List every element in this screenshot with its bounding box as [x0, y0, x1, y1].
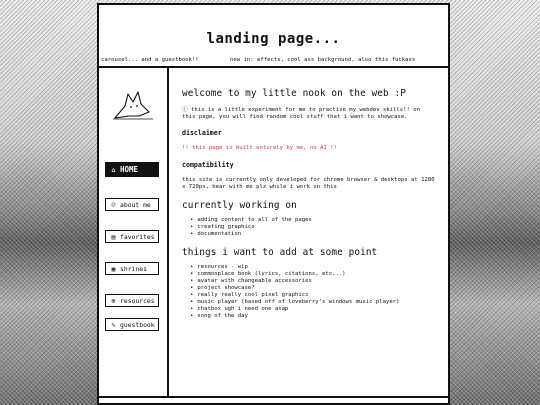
list-item: • project showcase? [190, 285, 436, 292]
list-item: • resources - wip [190, 264, 436, 271]
working-on-heading: currently working on [182, 200, 297, 212]
person-icon: ☺ [111, 200, 116, 209]
sidebar-item-label: about me [120, 200, 151, 209]
compatibility-heading: compatibility [182, 160, 234, 169]
sidebar-item-favorites[interactable] [105, 230, 159, 243]
sidebar-item-about-me[interactable] [105, 198, 159, 211]
sidebar [99, 68, 169, 396]
sidebar-item-label: resources [120, 296, 155, 305]
list-item: • chatbox ugh i need one asap [190, 306, 436, 313]
disclaimer-text: !! this page is built entirely by me, no AI !! [182, 145, 337, 152]
sidebar-item-shrines[interactable] [105, 262, 159, 275]
intro-body: this is a little experiment for me to practise my webdev skills!! on this page, you will find random cool stuff that i want to showcase. [182, 107, 420, 121]
folder-icon: ▤ [111, 232, 116, 241]
sidebar-item-label: guestbook [120, 320, 155, 329]
sidebar-item-home[interactable] [105, 162, 159, 177]
main-content [169, 68, 448, 396]
marquee-item: carousel... and a guestbook!! [101, 57, 199, 63]
site-header [99, 5, 448, 68]
list-item: • commonplace book (lyrics, citations, etc...) [190, 271, 436, 278]
sidebar-item-resources[interactable] [105, 294, 159, 307]
disclaimer-heading: disclaimer [182, 129, 222, 138]
globe-icon: ⊕ [111, 296, 116, 305]
intro-text [182, 107, 436, 121]
cat-logo-icon [111, 88, 155, 122]
list-item: • music player (based off of loveberry's windows music player) [190, 299, 436, 306]
sidebar-item-label: shrines [120, 264, 147, 273]
page-title: landing page... [206, 31, 341, 47]
home-icon: ⌂ [111, 165, 116, 174]
marquee-item: new in: effects, cool ass background, also this fuckass [230, 57, 416, 63]
list-item: • avatar with changeable accessories [190, 278, 436, 285]
working-on-list [182, 217, 436, 238]
shrine-icon: ▣ [111, 264, 116, 273]
todo-heading: things i want to add at some point [182, 247, 378, 259]
list-item: • documentation [190, 231, 436, 238]
compatibility-text: this site is currently only developed for chrome browser & desktops at 1280 x 720px, bear with me plz while i work on this [182, 176, 435, 190]
list-item: • adding content to all of the pages [190, 217, 436, 224]
sidebar-item-label: favorites [120, 232, 155, 241]
news-marquee [101, 57, 446, 63]
footer-bar [99, 396, 448, 404]
page-panel [97, 3, 450, 405]
pencil-icon: ✎ [111, 320, 116, 329]
list-item: • song of the day [190, 313, 436, 320]
list-item: • creating graphics [190, 224, 436, 231]
sidebar-item-label: HOME [120, 165, 139, 174]
info-icon: ⓘ [182, 107, 188, 113]
todo-list [182, 264, 436, 320]
sidebar-item-guestbook[interactable] [105, 318, 159, 331]
welcome-heading: welcome to my little nook on the web :P [182, 88, 407, 99]
list-item: • really really cool pixel graphics [190, 292, 436, 299]
